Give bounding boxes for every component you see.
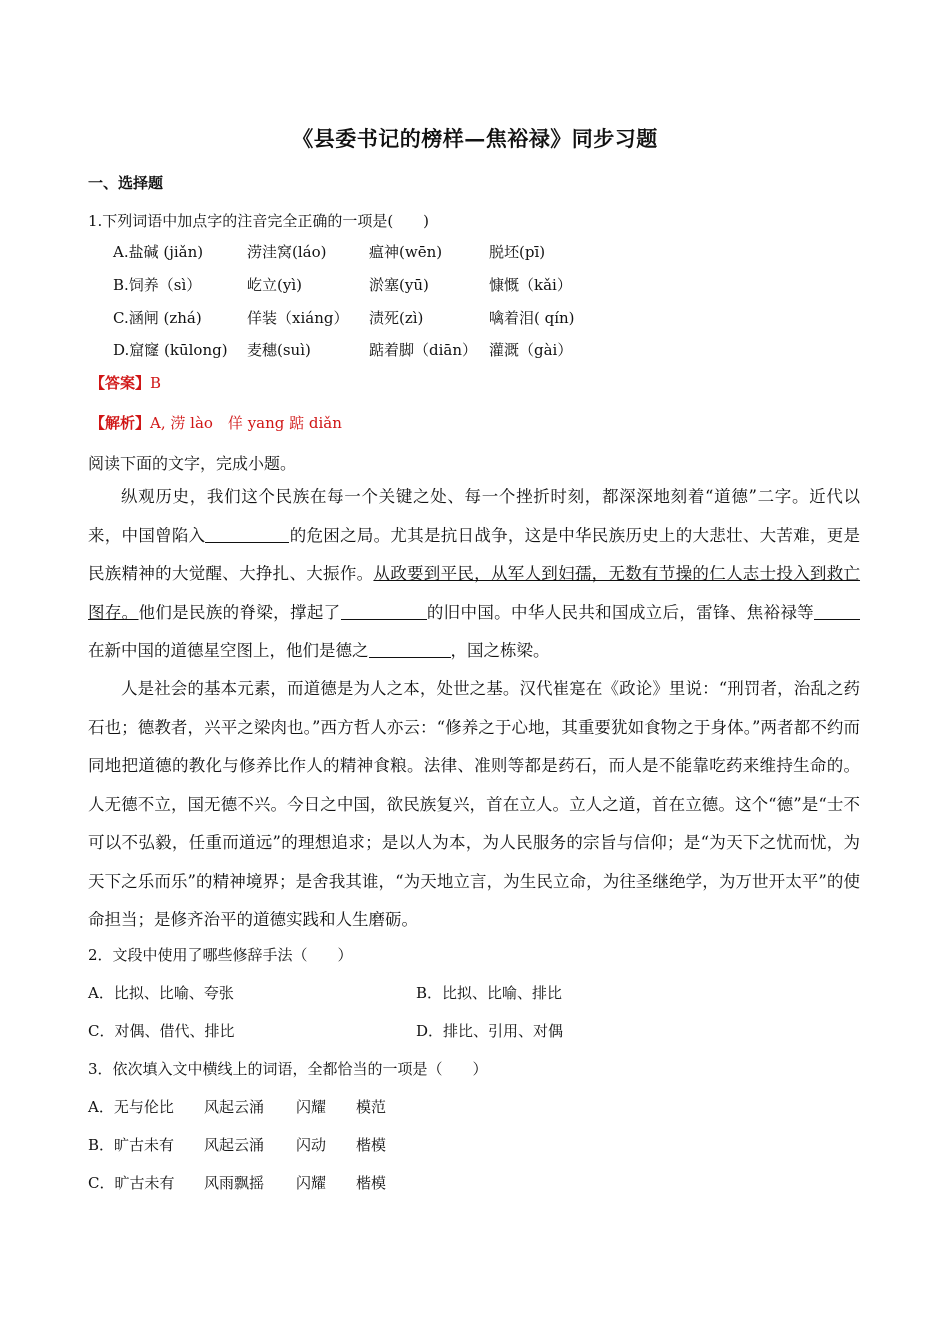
option-text: B.饲养（sì） xyxy=(113,276,202,294)
passage-paragraph-1 xyxy=(88,478,860,671)
analysis-value: A, 涝 lào 佯 yang 踮 diǎn xyxy=(150,414,342,432)
option-text: 风起云涌 xyxy=(204,1136,265,1154)
option-text: 风起云涌 xyxy=(204,1098,265,1116)
question-2-stem: 2．文段中使用了哪些修辞手法（ ） xyxy=(88,946,353,964)
question-1-option-a xyxy=(113,241,545,263)
option-text: A.盐碱 (jiǎn) xyxy=(113,243,204,261)
option-text: 渍死(zì) xyxy=(369,309,424,327)
passage-text: 的危困之局。尤其是抗日战争，这是中华民族历史上的大悲壮、大苦难，更是民族精神的大觉醒、大挣扎、大振作。 xyxy=(88,525,861,583)
option-text: 闪耀 xyxy=(296,1098,327,1116)
option-text: 涝洼窝(láo) xyxy=(247,243,327,261)
option-text: D.窟窿 (kūlong) xyxy=(113,341,228,359)
option-text: 脱坯(pī) xyxy=(489,243,546,261)
option-text: 风雨飘摇 xyxy=(204,1174,265,1192)
option-text: C．旷古未有 xyxy=(88,1174,175,1192)
option-text: 瘟神(wēn) xyxy=(369,243,443,261)
underlined-sentence: 从政要到平民，从军人到妇孺，无数有节操的仁人志士投入到救亡图存。 xyxy=(88,564,861,622)
option-text: 屹立(yì) xyxy=(247,276,302,294)
option-text: 闪耀 xyxy=(296,1174,327,1192)
option-text: 闪动 xyxy=(296,1136,327,1154)
passage-text: 的旧中国。中华人民共和国成立后，雷锋、焦裕禄等 xyxy=(426,602,815,622)
passage-text: 在新中国的道德星空图上，他们是德之 xyxy=(88,641,369,660)
option-text: C.涵闸 (zhá) xyxy=(113,309,202,327)
question-3-option-b xyxy=(88,1134,386,1156)
option-text: 淤塞(yū) xyxy=(369,276,429,294)
option-text: 模范 xyxy=(356,1098,387,1116)
passage-text: 人是社会的基本元素，而道德是为人之本，处世之基。汉代崔寔在《政论》里说：“刑罚者，治乱之药石也；德教者，兴平之梁肉也。”西方哲人亦云：“修养之于心地，其重要犹如食物之于身体。”两者都不约而同地把道德的教化与修养比作人的精神食粮。法律、准则等都是药石，而人是不能靠吃药来维持生命的。人无德不立，国无德不兴。今日之中国，欲民族复兴，首在立人。立人之道，首在立德。这个“德”是“士不可以不弘毅，任重而道远”的理想追求；是以人为本，为人民服务的宗旨与信仰；是“为天下之忧而忧，为天下之乐而乐”的精神境界；是舍我其谁，“为天地立言，为生民立命，为往圣继绝学，为万世开太平”的使命担当；是修齐治平的道德实践和人生磨砺。 xyxy=(88,679,860,929)
page-title: 《县委书记的榜样—焦裕禄》同步习题 xyxy=(292,126,658,151)
option-text: 麦穗(suì) xyxy=(247,341,311,359)
question-2-option-b: B．比拟、比喻、排比 xyxy=(416,984,563,1002)
passage-text: 他们是民族的脊梁，撑起了 xyxy=(138,602,341,622)
option-text: 踮着脚（diān） xyxy=(369,341,478,359)
question-1-stem: 1.下列词语中加点字的注音完全正确的一项是( ) xyxy=(88,212,430,230)
question-2-option-a: A．比拟、比喻、夸张 xyxy=(88,984,234,1002)
answer-line xyxy=(90,372,161,394)
section-heading: 一、选择题 xyxy=(88,174,164,192)
passage-paragraph-2 xyxy=(88,670,860,940)
option-text: 噙着泪( qín) xyxy=(489,309,575,327)
analysis-line xyxy=(90,412,342,434)
option-text: 佯装（xiáng） xyxy=(247,309,349,327)
fill-blank-3 xyxy=(814,603,860,620)
question-3-option-a xyxy=(88,1096,386,1118)
reading-instruction: 阅读下面的文字，完成小题。 xyxy=(88,454,297,473)
question-3-option-c xyxy=(88,1172,386,1194)
option-text: 楷模 xyxy=(356,1174,387,1192)
question-1-option-b xyxy=(113,274,572,296)
question-3-stem: 3．依次填入文中横线上的词语，全都恰当的一项是（ ） xyxy=(88,1060,488,1078)
fill-blank-1 xyxy=(205,526,289,543)
option-text: B．旷古未有 xyxy=(88,1136,175,1154)
option-text: 灌溉（gài） xyxy=(489,341,573,359)
question-2-option-d: D．排比、引用、对偶 xyxy=(416,1022,564,1040)
question-2-option-c: C．对偶、借代、排比 xyxy=(88,1022,235,1040)
option-text: 楷模 xyxy=(356,1136,387,1154)
passage-text: ，国之栋梁。 xyxy=(450,641,550,660)
option-text: 慷慨（kǎi） xyxy=(489,276,572,294)
answer-value: B xyxy=(150,374,162,392)
answer-label: 【答案】 xyxy=(90,374,151,392)
fill-blank-4 xyxy=(369,641,451,658)
question-1-option-d xyxy=(113,339,572,361)
option-text: A．无与伦比 xyxy=(88,1098,174,1116)
fill-blank-2 xyxy=(341,603,427,620)
analysis-label: 【解析】 xyxy=(90,414,151,432)
passage-text: 纵观历史，我们这个民族在每一个关键之处、每一个挫折时刻，都深深地刻着“道德”二字。近代以来，中国曾陷入 xyxy=(88,487,860,545)
question-1-option-c xyxy=(113,307,575,329)
